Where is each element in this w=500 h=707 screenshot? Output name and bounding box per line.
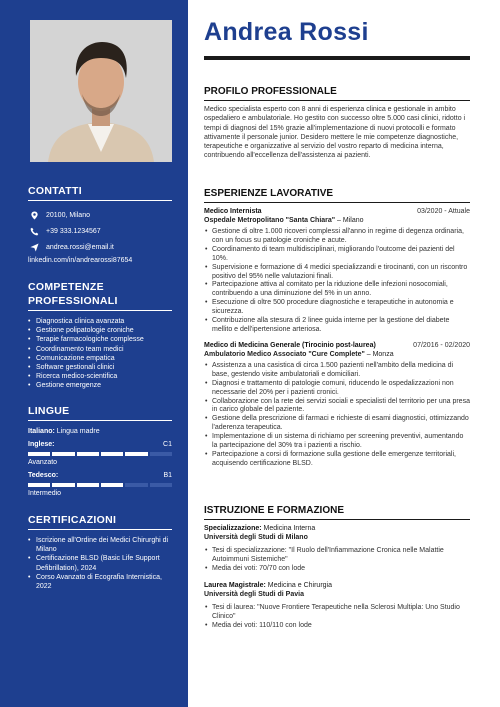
language-name: Inglese: [28,441,55,448]
level-segment [125,483,147,487]
contact-phone[interactable] [28,223,172,239]
profile-text: Medico specialista esperto con 8 anni di esperienza clinica e gestionale in ambito ospedaliero e ambulatoriale. Ho gestito con successo oltre 5.000 casi clinici, ridotto i tempi di diagnosi del 15% grazie all'implementazione di nuovi protocolli e formato attivamente il personale junior. Desidero mettere le mie competenze diagnostiche, terapeutiche e organizzative al servizio del vostro reparto di medicina interna, contribuendo all'eccellenza dell'assistenza ai pazienti. [204,106,466,160]
skills-title-line1: COMPETENZE [28,281,104,293]
skill-item: • Coordinamento team medici [28,345,172,354]
location-pin-icon [28,209,40,221]
job-bullet: • Supervisione e formazione di 4 medici specializzandi e tirocinanti, con un riscontro positivo del 95% nelle valutazioni finali. [204,264,470,282]
job-bullet: • Assistenza a una casistica di circa 1.500 pazienti nell'ambito della medicina di base, gestendo visite ambulatoriali e domiciliari. [204,362,470,380]
skills-title-line2: PROFESSIONALI [28,295,118,307]
certification-item: • Iscrizione all'Ordine dei Medici Chirurghi di Milano [28,536,172,554]
languages-divider [28,420,172,421]
skill-item: • Terapie farmacologiche complesse [28,335,172,344]
level-segment [150,452,172,456]
job-bullet: • Implementazione di un sistema di richiamo per screening preventivi, aumentando la partecipazione del 30% tra i pazienti a rischio. [204,433,470,451]
language-list [28,440,172,498]
job-bullet: • Collaborazione con la rete dei servizi sociali e specialisti del territorio per una presa in carico globale del paziente. [204,398,470,416]
job-bullets [204,362,470,469]
skill-item: • Gestione polipatologie croniche [28,326,172,335]
certifications-list [28,536,172,591]
languages-title: LINGUE [28,405,70,417]
school-name: Università degli Studi di Pavia [204,590,304,598]
job-bullet: • Esecuzione di oltre 500 procedure diagnostiche e terapeutiche in autonomia e sicurezza. [204,299,470,317]
skill-item: • Comunicazione empatica [28,354,172,363]
skills-divider [28,310,172,311]
native-language-value: Lingua madre [56,428,100,435]
education-section [204,504,470,630]
education-entry [204,524,470,574]
education-bullet: • Tesi di specializzazione: "Il Ruolo dell'Infiammazione Cronica nelle Malattie Autoimmuni Sistemiche" [204,547,470,565]
job-bullet: • Contribuzione alla stesura di 2 linee guida interne per la gestione del diabete mellito e dell'ipertensione arteriosa. [204,317,470,335]
degree-label: Specializzazione: [204,525,262,532]
education-bullet: • Media dei voti: 70/70 con lode [204,565,470,574]
language-code: C1 [163,441,172,448]
job-entry [204,207,470,335]
education-entry [204,581,470,631]
certification-item: • Corso Avanzato di Ecografia Internistica, 2022 [28,573,172,591]
education-bullets [204,604,470,631]
level-segment [77,483,99,487]
phone-text[interactable]: +39 333.1234567 [46,227,101,235]
level-segment [77,452,99,456]
level-segment [28,483,50,487]
candidate-name: Andrea Rossi [204,18,369,46]
certification-item: • Certificazione BLSD (Basic Life Support Defibrillation), 2024 [28,554,172,572]
jobs-list [204,207,470,469]
education-list [204,524,470,630]
profile-section [204,85,470,161]
contacts-divider [28,200,172,201]
level-segment [52,483,74,487]
skill-item: • Software gestionali clinici [28,363,172,372]
education-title: ISTRUZIONE E FORMAZIONE [204,505,344,516]
profile-title: PROFILO PROFESSIONALE [204,86,337,97]
job-bullets [204,228,470,335]
education-bullets [204,547,470,574]
job-bullet: • Gestione della prescrizione di farmaci e richieste di esami diagnostici, ottimizzando l'aderenza terapeutica. [204,415,470,433]
job-bullet: • Partecipazione a corsi di formazione sulla gestione delle emergenze territoriali, acquisendo certificazione BLSD. [204,451,470,469]
native-language-label: Italiano: [28,428,55,435]
skills-section [28,280,172,391]
job-bullet: • Coordinamento di team multidisciplinari, migliorando l'outcome dei pazienti del 10%. [204,246,470,264]
contacts-title: CONTATTI [28,185,82,197]
portrait-image [30,20,172,162]
level-segment [52,452,74,456]
organization-name: Ambulatorio Medico Associato "Cure Complete" [204,350,365,358]
send-icon [28,241,40,253]
job-dates: 07/2016 - 02/2020 [413,341,470,349]
address-text: 20100, Milano [46,211,90,219]
education-bullet: • Media dei voti: 110/110 con lode [204,622,470,631]
job-bullet: • Partecipazione attiva al comitato per la riduzione delle infezioni nosocomiali, contribuendo a una diminuzione del 5% in un anno. [204,281,470,299]
language-name: Tedesco: [28,472,59,479]
degree-value: Medicina e Chirurgia [265,581,333,589]
level-segment [101,452,123,456]
linkedin-link[interactable]: linkedin.com/in/andrearossi87654 [28,257,133,264]
organization-name: Ospedale Metropolitano "Santa Chiara" [204,217,336,224]
job-role: Medico di Medicina Generale (Tirocinio post-laurea) [204,341,376,349]
language-row [28,440,172,449]
job-organization [204,216,470,225]
profile-photo [30,20,172,162]
degree-line [204,581,470,590]
job-entry [204,341,470,469]
contact-email[interactable] [28,239,172,255]
language-row [28,471,172,480]
level-segment [28,452,50,456]
certifications-section [28,513,172,591]
experience-section [204,187,470,469]
degree-value: Medicina Interna [261,525,316,532]
certifications-divider [28,529,172,530]
skill-item: • Ricerca medico-scientifica [28,372,172,381]
language-level: Avanzato [28,459,58,466]
skills-list [28,317,172,391]
job-organization [204,350,470,359]
job-header [204,341,470,350]
experience-title: ESPERIENZE LAVORATIVE [204,188,334,199]
job-dates: 03/2020 - Attuale [417,208,470,215]
degree-label: Laurea Magistrale: [204,581,266,589]
languages-section [28,404,172,502]
education-bullet: • Tesi di laurea: "Nuove Frontiere Terapeutiche nella Sclerosi Multipla: Uno Studio Clinico" [204,604,470,622]
experience-divider [204,202,470,203]
level-segment [101,483,123,487]
language-level-bar [28,452,172,456]
language-level: Intermedio [28,490,62,497]
language-level-bar [28,483,172,487]
level-segment [150,483,172,487]
level-segment [125,452,147,456]
job-header [204,207,470,216]
sidebar [0,0,188,707]
native-language [28,427,172,436]
skill-item: • Diagnostica clinica avanzata [28,317,172,326]
contacts-section [28,184,172,264]
job-bullet: • Gestione di oltre 1.000 ricoveri complessi all'anno in regime di degenza ordinaria, con un focus su patologie croniche e acute. [204,228,470,246]
language-code: B1 [163,472,172,479]
profile-divider [204,100,470,101]
school-name: Università degli Studi di Milano [204,534,308,541]
job-role: Medico Internista [204,208,262,215]
certifications-title: CERTIFICAZIONI [28,514,117,526]
education-divider [204,519,470,520]
job-bullet: • Diagnosi e trattamento di patologie comuni, riducendo le ospedalizzazioni non necessarie del 20% per i pazienti cronici. [204,380,470,398]
contact-address [28,207,172,223]
skill-item: • Gestione emergenze [28,381,172,390]
name-underline [204,56,470,60]
organization-city: – Milano [335,217,364,224]
degree-line [204,524,470,533]
email-link[interactable]: andrea.rossi@email.it [46,243,114,251]
phone-icon [28,225,40,237]
organization-city: – Monza [364,350,394,358]
